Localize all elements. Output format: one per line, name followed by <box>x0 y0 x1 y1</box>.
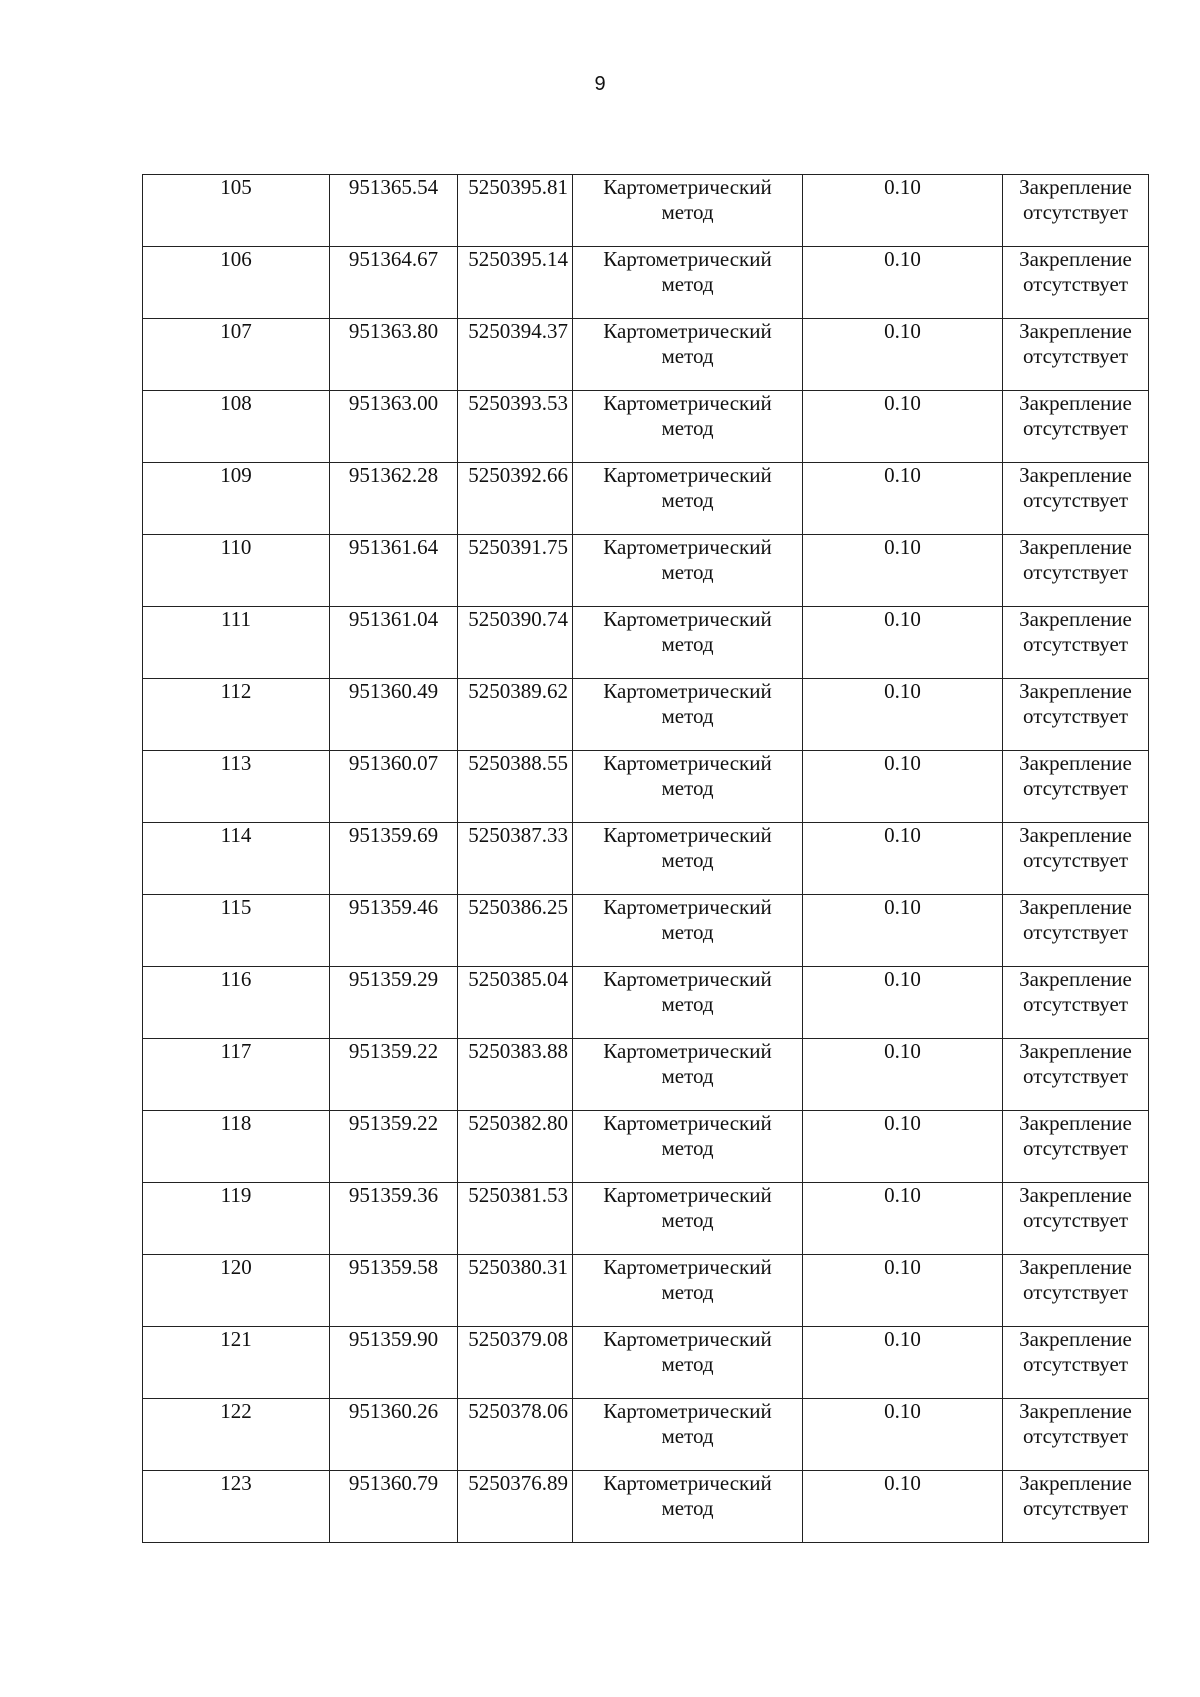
method-cell: Картометрический метод <box>573 1039 803 1111</box>
method-cell: Картометрический метод <box>573 1399 803 1471</box>
table-row <box>143 1255 1149 1327</box>
y-coordinate-cell: 5250378.06 <box>458 1399 573 1471</box>
method-cell: Картометрический метод <box>573 679 803 751</box>
x-coordinate-cell: 951361.64 <box>330 535 458 607</box>
method-cell: Картометрический метод <box>573 607 803 679</box>
y-coordinate-cell: 5250389.62 <box>458 679 573 751</box>
point-number-cell: 106 <box>143 247 330 319</box>
accuracy-cell: 0.10 <box>803 1399 1003 1471</box>
x-coordinate-cell: 951359.22 <box>330 1111 458 1183</box>
method-cell: Картометрический метод <box>573 1111 803 1183</box>
accuracy-cell: 0.10 <box>803 391 1003 463</box>
fixing-cell: Закрепление отсутствует <box>1003 1471 1149 1543</box>
fixing-cell: Закрепление отсутствует <box>1003 175 1149 247</box>
point-number-cell: 108 <box>143 391 330 463</box>
accuracy-cell: 0.10 <box>803 1327 1003 1399</box>
x-coordinate-cell: 951360.49 <box>330 679 458 751</box>
table-row <box>143 1039 1149 1111</box>
table-row <box>143 1471 1149 1543</box>
point-number-cell: 119 <box>143 1183 330 1255</box>
accuracy-cell: 0.10 <box>803 1471 1003 1543</box>
point-number-cell: 120 <box>143 1255 330 1327</box>
point-number-cell: 117 <box>143 1039 330 1111</box>
y-coordinate-cell: 5250392.66 <box>458 463 573 535</box>
coordinates-table <box>142 174 1149 1543</box>
y-coordinate-cell: 5250385.04 <box>458 967 573 1039</box>
fixing-cell: Закрепление отсутствует <box>1003 535 1149 607</box>
accuracy-cell: 0.10 <box>803 895 1003 967</box>
accuracy-cell: 0.10 <box>803 463 1003 535</box>
method-cell: Картометрический метод <box>573 1471 803 1543</box>
table-row <box>143 535 1149 607</box>
method-cell: Картометрический метод <box>573 751 803 823</box>
fixing-cell: Закрепление отсутствует <box>1003 1111 1149 1183</box>
x-coordinate-cell: 951363.80 <box>330 319 458 391</box>
method-cell: Картометрический метод <box>573 463 803 535</box>
table-row <box>143 895 1149 967</box>
table-row <box>143 607 1149 679</box>
accuracy-cell: 0.10 <box>803 1111 1003 1183</box>
coordinates-table-body <box>143 175 1149 1543</box>
x-coordinate-cell: 951359.22 <box>330 1039 458 1111</box>
accuracy-cell: 0.10 <box>803 607 1003 679</box>
method-cell: Картометрический метод <box>573 967 803 1039</box>
accuracy-cell: 0.10 <box>803 1255 1003 1327</box>
point-number-cell: 123 <box>143 1471 330 1543</box>
y-coordinate-cell: 5250386.25 <box>458 895 573 967</box>
table-row <box>143 823 1149 895</box>
table-row <box>143 751 1149 823</box>
y-coordinate-cell: 5250387.33 <box>458 823 573 895</box>
table-row <box>143 679 1149 751</box>
fixing-cell: Закрепление отсутствует <box>1003 391 1149 463</box>
table-row <box>143 1399 1149 1471</box>
table-row <box>143 463 1149 535</box>
method-cell: Картометрический метод <box>573 1327 803 1399</box>
fixing-cell: Закрепление отсутствует <box>1003 1039 1149 1111</box>
x-coordinate-cell: 951362.28 <box>330 463 458 535</box>
fixing-cell: Закрепление отсутствует <box>1003 1255 1149 1327</box>
x-coordinate-cell: 951359.58 <box>330 1255 458 1327</box>
point-number-cell: 114 <box>143 823 330 895</box>
fixing-cell: Закрепление отсутствует <box>1003 751 1149 823</box>
fixing-cell: Закрепление отсутствует <box>1003 895 1149 967</box>
method-cell: Картометрический метод <box>573 391 803 463</box>
table-row <box>143 319 1149 391</box>
table-row <box>143 1327 1149 1399</box>
method-cell: Картометрический метод <box>573 175 803 247</box>
page-number: 9 <box>594 73 606 95</box>
y-coordinate-cell: 5250391.75 <box>458 535 573 607</box>
point-number-cell: 121 <box>143 1327 330 1399</box>
accuracy-cell: 0.10 <box>803 967 1003 1039</box>
method-cell: Картометрический метод <box>573 1183 803 1255</box>
y-coordinate-cell: 5250380.31 <box>458 1255 573 1327</box>
x-coordinate-cell: 951360.26 <box>330 1399 458 1471</box>
fixing-cell: Закрепление отсутствует <box>1003 823 1149 895</box>
point-number-cell: 111 <box>143 607 330 679</box>
table-row <box>143 391 1149 463</box>
y-coordinate-cell: 5250395.14 <box>458 247 573 319</box>
x-coordinate-cell: 951359.29 <box>330 967 458 1039</box>
y-coordinate-cell: 5250382.80 <box>458 1111 573 1183</box>
accuracy-cell: 0.10 <box>803 823 1003 895</box>
table-row <box>143 1183 1149 1255</box>
y-coordinate-cell: 5250395.81 <box>458 175 573 247</box>
table-row <box>143 967 1149 1039</box>
method-cell: Картометрический метод <box>573 535 803 607</box>
point-number-cell: 122 <box>143 1399 330 1471</box>
y-coordinate-cell: 5250383.88 <box>458 1039 573 1111</box>
x-coordinate-cell: 951359.69 <box>330 823 458 895</box>
fixing-cell: Закрепление отсутствует <box>1003 679 1149 751</box>
point-number-cell: 105 <box>143 175 330 247</box>
method-cell: Картометрический метод <box>573 319 803 391</box>
y-coordinate-cell: 5250394.37 <box>458 319 573 391</box>
x-coordinate-cell: 951365.54 <box>330 175 458 247</box>
fixing-cell: Закрепление отсутствует <box>1003 967 1149 1039</box>
y-coordinate-cell: 5250381.53 <box>458 1183 573 1255</box>
y-coordinate-cell: 5250379.08 <box>458 1327 573 1399</box>
point-number-cell: 116 <box>143 967 330 1039</box>
method-cell: Картометрический метод <box>573 1255 803 1327</box>
x-coordinate-cell: 951360.07 <box>330 751 458 823</box>
method-cell: Картометрический метод <box>573 895 803 967</box>
x-coordinate-cell: 951363.00 <box>330 391 458 463</box>
fixing-cell: Закрепление отсутствует <box>1003 607 1149 679</box>
x-coordinate-cell: 951359.36 <box>330 1183 458 1255</box>
fixing-cell: Закрепление отсутствует <box>1003 1399 1149 1471</box>
table-row <box>143 175 1149 247</box>
fixing-cell: Закрепление отсутствует <box>1003 319 1149 391</box>
fixing-cell: Закрепление отсутствует <box>1003 463 1149 535</box>
point-number-cell: 112 <box>143 679 330 751</box>
table-row <box>143 247 1149 319</box>
y-coordinate-cell: 5250388.55 <box>458 751 573 823</box>
x-coordinate-cell: 951364.67 <box>330 247 458 319</box>
point-number-cell: 113 <box>143 751 330 823</box>
fixing-cell: Закрепление отсутствует <box>1003 1183 1149 1255</box>
y-coordinate-cell: 5250390.74 <box>458 607 573 679</box>
fixing-cell: Закрепление отсутствует <box>1003 1327 1149 1399</box>
y-coordinate-cell: 5250376.89 <box>458 1471 573 1543</box>
accuracy-cell: 0.10 <box>803 1183 1003 1255</box>
accuracy-cell: 0.10 <box>803 679 1003 751</box>
y-coordinate-cell: 5250393.53 <box>458 391 573 463</box>
accuracy-cell: 0.10 <box>803 175 1003 247</box>
fixing-cell: Закрепление отсутствует <box>1003 247 1149 319</box>
method-cell: Картометрический метод <box>573 247 803 319</box>
accuracy-cell: 0.10 <box>803 535 1003 607</box>
x-coordinate-cell: 951361.04 <box>330 607 458 679</box>
x-coordinate-cell: 951359.90 <box>330 1327 458 1399</box>
accuracy-cell: 0.10 <box>803 247 1003 319</box>
x-coordinate-cell: 951359.46 <box>330 895 458 967</box>
point-number-cell: 110 <box>143 535 330 607</box>
method-cell: Картометрический метод <box>573 823 803 895</box>
point-number-cell: 109 <box>143 463 330 535</box>
point-number-cell: 115 <box>143 895 330 967</box>
x-coordinate-cell: 951360.79 <box>330 1471 458 1543</box>
accuracy-cell: 0.10 <box>803 1039 1003 1111</box>
point-number-cell: 107 <box>143 319 330 391</box>
accuracy-cell: 0.10 <box>803 751 1003 823</box>
point-number-cell: 118 <box>143 1111 330 1183</box>
table-row <box>143 1111 1149 1183</box>
accuracy-cell: 0.10 <box>803 319 1003 391</box>
